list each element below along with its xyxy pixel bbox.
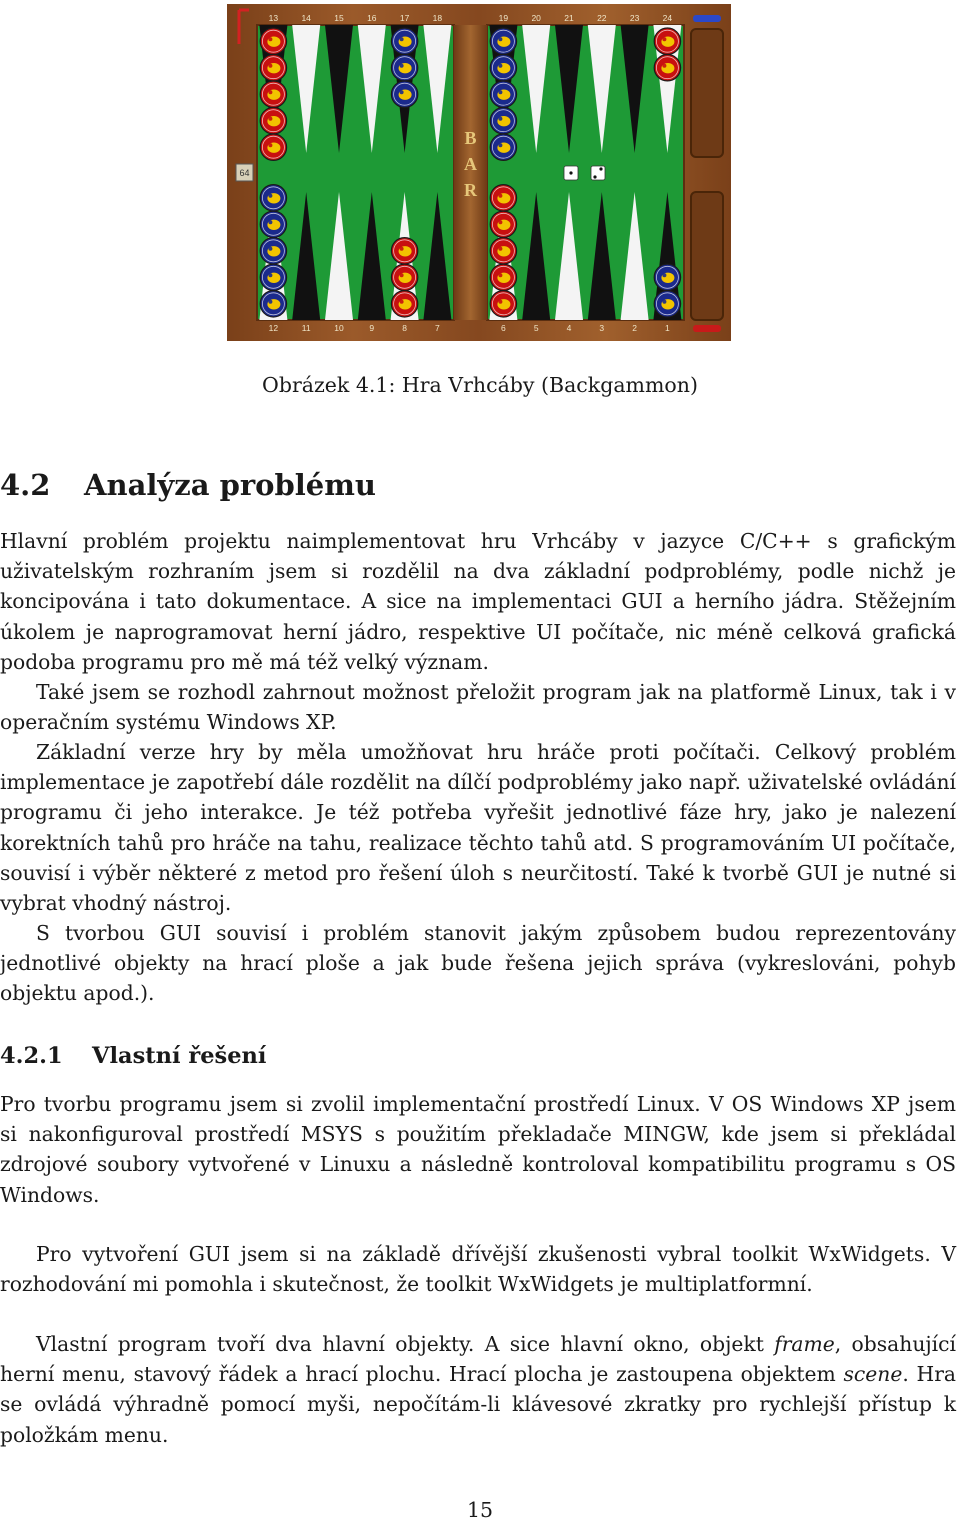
tray-accent-blue bbox=[693, 15, 721, 22]
scene-term: scene bbox=[843, 1362, 903, 1387]
subsection-number: 4.2.1 bbox=[0, 1043, 63, 1069]
point-number: 19 bbox=[498, 13, 509, 23]
point-number: 12 bbox=[268, 323, 279, 333]
red-checker bbox=[391, 238, 417, 264]
figure-caption: Obrázek 4.1: Hra Vrhcáby (Backgammon) bbox=[262, 373, 698, 397]
subsection-heading bbox=[0, 1040, 266, 1072]
blue-checker bbox=[490, 55, 516, 81]
die-1 bbox=[564, 166, 578, 180]
point-number: 15 bbox=[334, 13, 344, 23]
red-checker bbox=[490, 238, 516, 264]
red-checker bbox=[260, 108, 286, 134]
red-checker bbox=[654, 28, 680, 54]
backgammon-board bbox=[227, 4, 731, 341]
page-number: 15 bbox=[466, 1498, 494, 1522]
point-number: 2 bbox=[632, 323, 637, 333]
paragraph bbox=[0, 1329, 956, 1450]
paragraph-text: , obsahující herní menu, stavový řádek a hrací plochu. Hrací plocha je zastoupena objektem bbox=[0, 1332, 956, 1387]
point-number: 17 bbox=[399, 13, 410, 23]
point-number: 18 bbox=[432, 13, 443, 23]
paragraph: Hlavní problém projektu naimplementovat hru Vrhcáby v jazyce C/C++ s grafickým uživatelským rozhraním jsem si rozdělil na dva základní podproblémy, podle nichž je koncipována i tato dokumentace. A sice na implementaci GUI a herního jádra. Stěžejním úkolem je naprogramovat herní jádro, respektive UI počítače, nic méně celková grafická podoba programu pro mě má též velký význam. bbox=[0, 529, 956, 674]
paragraph-text: Vlastní program tvoří dva hlavní objekty. A sice hlavní okno, objekt bbox=[36, 1332, 775, 1356]
red-checker bbox=[260, 55, 286, 81]
point-number: 20 bbox=[531, 13, 541, 23]
point-number: 3 bbox=[599, 323, 605, 333]
paragraph: Pro tvorbu programu jsem si zvolil implementační prostředí Linux. V OS Windows XP jsem si nakonfiguroval prostředí MSYS s použitím překladače MINGW, kde jsem si překládal zdrojové soubory vytvořené v Linuxu a následně kontroloval kompatibilitu programu s OS Windows. bbox=[0, 1092, 956, 1207]
blue-checker bbox=[490, 108, 516, 134]
red-checker bbox=[490, 291, 516, 317]
red-checker bbox=[260, 134, 286, 160]
red-checker bbox=[490, 211, 516, 237]
section-heading bbox=[0, 465, 376, 505]
point-number: 13 bbox=[268, 13, 279, 23]
point-number: 4 bbox=[566, 323, 572, 333]
red-checker bbox=[391, 264, 417, 290]
bear-off-tray-top bbox=[691, 29, 723, 157]
paragraph: Pro vytvoření GUI jsem si na základě dřívější zkušenosti vybral toolkit WxWidgets. V rozhodování mi pomohla i skutečnost, že toolkit WxWidgets je multiplatformní. bbox=[0, 1242, 956, 1297]
point-number: 22 bbox=[597, 13, 607, 23]
bar-label: B A R bbox=[464, 128, 477, 200]
blue-checker bbox=[260, 211, 286, 237]
blue-checker bbox=[260, 264, 286, 290]
section-number: 4.2 bbox=[0, 468, 51, 502]
backgammon-board-figure bbox=[227, 4, 731, 341]
blue-checker bbox=[654, 291, 680, 317]
point-number: 16 bbox=[367, 13, 377, 23]
paragraph: Základní verze hry by měla umožňovat hru hráče proti počítači. Celkový problém implementace je zapotřebí dále rozdělit na dílčí podproblémy jako např. uživatelské ovládání programu či jeho interakce. Je též potřeba vyřešit jednotlivé fáze hry, jako je nalezení korektních tahů pro hráče na tahu, realizace těchto tahů atd. S programováním UI počítače, souvisí i výběr některé z metod pro řešení úloh s neurčitostí. Také k tvorbě GUI je nutné si vybrat vhodný nástroj. bbox=[0, 740, 956, 916]
red-checker bbox=[490, 185, 516, 211]
blue-checker bbox=[391, 28, 417, 54]
point-number: 23 bbox=[629, 13, 640, 23]
blue-checker bbox=[490, 81, 516, 107]
doubling-cube-value: 64 bbox=[239, 168, 250, 178]
red-checker bbox=[260, 81, 286, 107]
blue-checker bbox=[490, 28, 516, 54]
point-number: 21 bbox=[564, 13, 574, 23]
paragraph: Také jsem se rozhodl zahrnout možnost přeložit program jak na platformě Linux, tak i v operačním systému Windows XP. bbox=[0, 680, 956, 735]
bear-off-tray-bottom bbox=[691, 192, 723, 320]
blue-checker bbox=[391, 55, 417, 81]
blue-checker bbox=[260, 291, 286, 317]
section-title: Analýza problému bbox=[84, 468, 377, 502]
point-number: 7 bbox=[435, 323, 440, 333]
blue-checker bbox=[490, 134, 516, 160]
point-number: 24 bbox=[662, 13, 673, 23]
point-number: 8 bbox=[402, 323, 407, 333]
red-checker bbox=[490, 264, 516, 290]
die-2 bbox=[591, 166, 605, 180]
tray-accent-red bbox=[693, 325, 721, 332]
blue-checker bbox=[391, 81, 417, 107]
point-number: 11 bbox=[301, 323, 311, 333]
point-number: 14 bbox=[301, 13, 311, 23]
blue-checker bbox=[260, 238, 286, 264]
paragraph: S tvorbou GUI souvisí i problém stanovit jakým způsobem budou reprezentovány jednotlivé objekty na hrací ploše a jak bude řešena jejich správa (vykreslováni, pohyb objektu apod.). bbox=[0, 921, 956, 1006]
subsection-title: Vlastní řešení bbox=[92, 1043, 267, 1069]
point-number: 6 bbox=[501, 323, 506, 333]
blue-checker bbox=[654, 264, 680, 290]
paragraph-text: . Hra se ovládá výhradně pomocí myši, nepočítám-li klávesové zkratky pro rychlejší přístup k položkám menu. bbox=[0, 1362, 956, 1447]
red-checker bbox=[654, 55, 680, 81]
red-checker bbox=[391, 291, 417, 317]
point-number: 10 bbox=[334, 323, 344, 333]
point-number: 5 bbox=[533, 323, 539, 333]
point-number: 1 bbox=[665, 323, 670, 333]
frame-term: frame bbox=[774, 1332, 835, 1356]
point-number: 9 bbox=[369, 323, 375, 333]
red-checker bbox=[260, 28, 286, 54]
blue-checker bbox=[260, 185, 286, 211]
